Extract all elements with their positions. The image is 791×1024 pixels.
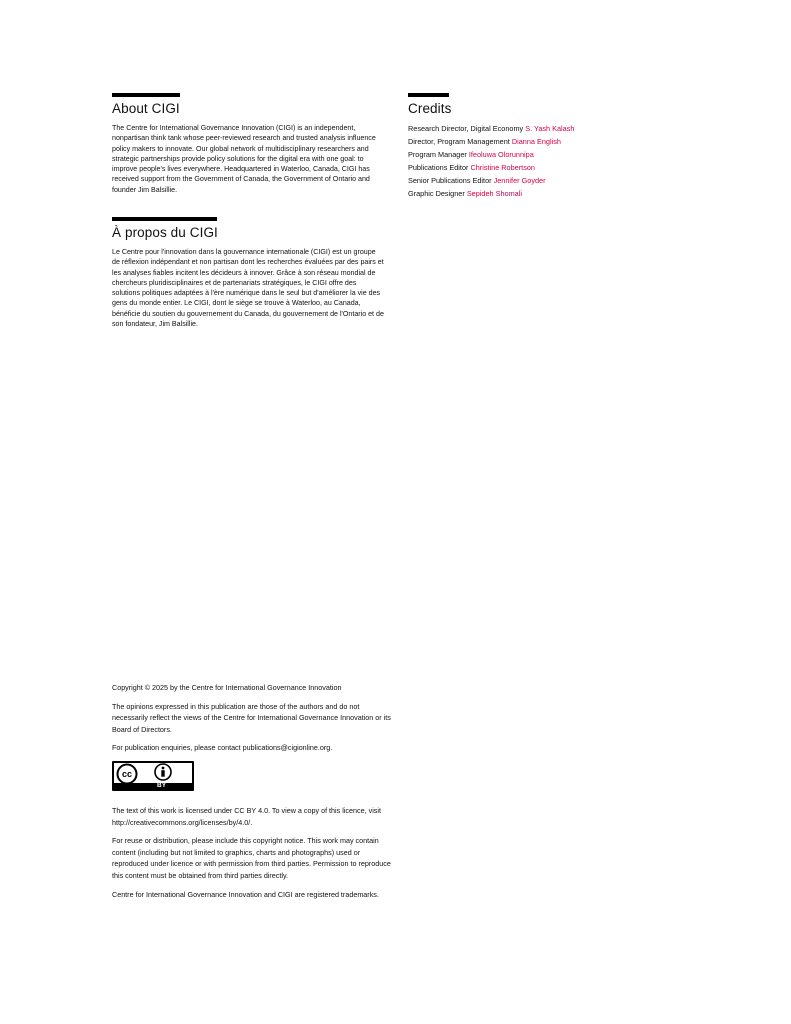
credit-row [408, 135, 658, 148]
credit-role: Senior Publications Editor [408, 176, 492, 185]
license-text: The text of this work is licensed under CC BY 4.0. To view a copy of this licence, visit http://creativecommons.org/licenses/by/4.0/. [112, 805, 381, 827]
copyright-line: Copyright © 2025 by the Centre for International Governance Innovation [112, 683, 342, 692]
credit-name: Dianna English [511, 137, 561, 146]
credit-row [408, 187, 658, 200]
enquiries-line: For publication enquiries, please contact publications@cigionline.org. [112, 743, 333, 753]
cc-icon [113, 762, 193, 784]
opinions-disclaimer: The opinions expressed in this publication are those of the authors and do not necessarily reflect the views of the Centre for International Governance Innovation or its Board of Directors. [112, 701, 391, 734]
about-body: The Centre for International Governance Innovation (CIGI) is an independent, nonpartisan think tank whose peer-reviewed research and trusted analysis influence policy makers to innovate. Our global network of multidisciplinary researchers and strategic partnerships provide policy solutions for the digital era with one goal: to improve people's lives everywhere. Headquartered in Waterloo, Canada, CIGI has received support from the Government of Canada, the Government of Ontario and founder Jim Balsillie. [112, 124, 376, 194]
credit-role: Research Director, Digital Economy [408, 124, 524, 133]
apropos-section [112, 217, 384, 329]
credit-role: Publications Editor [408, 163, 469, 172]
apropos-body: Le Centre pour l'innovation dans la gouvernance internationale (CIGI) est un groupe de réflexion indépendant et non partisan dont les recherches évaluées par des pairs et les analyses fiables incitent les décideurs à innover. Grâce à son réseau mondial de chercheurs pluridisciplinaires et de partenariats stratégiques, le CIGI offre des solutions politiques adaptées à l'ère numérique dans le seul but d'améliorer la vie des gens du monde entier. Le CIGI, dont le siège se trouve à Waterloo, au Canada, bénéficie du soutien du gouvernement du Canada, du gouvernement de l'Ontario et de son fondateur, Jim Balsillie. [112, 248, 384, 329]
legal-section [112, 682, 392, 907]
trademarks-notice: Centre for International Governance Innovation and CIGI are registered trademarks. [112, 889, 379, 899]
heading-bar [408, 93, 449, 97]
credit-name: S. Yash Kalash [525, 124, 575, 133]
credit-row [408, 174, 658, 187]
apropos-title: À propos du CIGI [112, 225, 218, 240]
by-label: BY [157, 781, 167, 789]
credit-role: Director, Program Management [408, 137, 510, 146]
credits-list [408, 122, 658, 200]
credit-role: Graphic Designer [408, 189, 465, 198]
about-section [112, 93, 384, 195]
credit-row [408, 148, 658, 161]
credit-name: Sepideh Shomali [466, 189, 522, 198]
credit-row [408, 122, 658, 135]
credits-section [408, 93, 658, 200]
about-title: About CIGI [112, 101, 180, 116]
heading-bar [112, 93, 180, 97]
credit-name: Ifeoluwa Olorunnipa [468, 150, 534, 159]
credit-name: Jennifer Goyder [493, 176, 546, 185]
credit-role: Program Manager [408, 150, 467, 159]
cc-by-license-icon [112, 761, 194, 791]
credits-title: Credits [408, 101, 452, 116]
svg-text:cc: cc [121, 768, 133, 779]
heading-bar [112, 217, 217, 221]
credit-name: Christine Robertson [470, 163, 535, 172]
reuse-notice: For reuse or distribution, please include this copyright notice. This work may contain content (including but not limited to graphics, charts and photographs) used or reproduced under licence or with permission from third parties. Permission to reproduce this content must be obtained from third parties directly. [112, 836, 391, 880]
credit-row [408, 161, 658, 174]
